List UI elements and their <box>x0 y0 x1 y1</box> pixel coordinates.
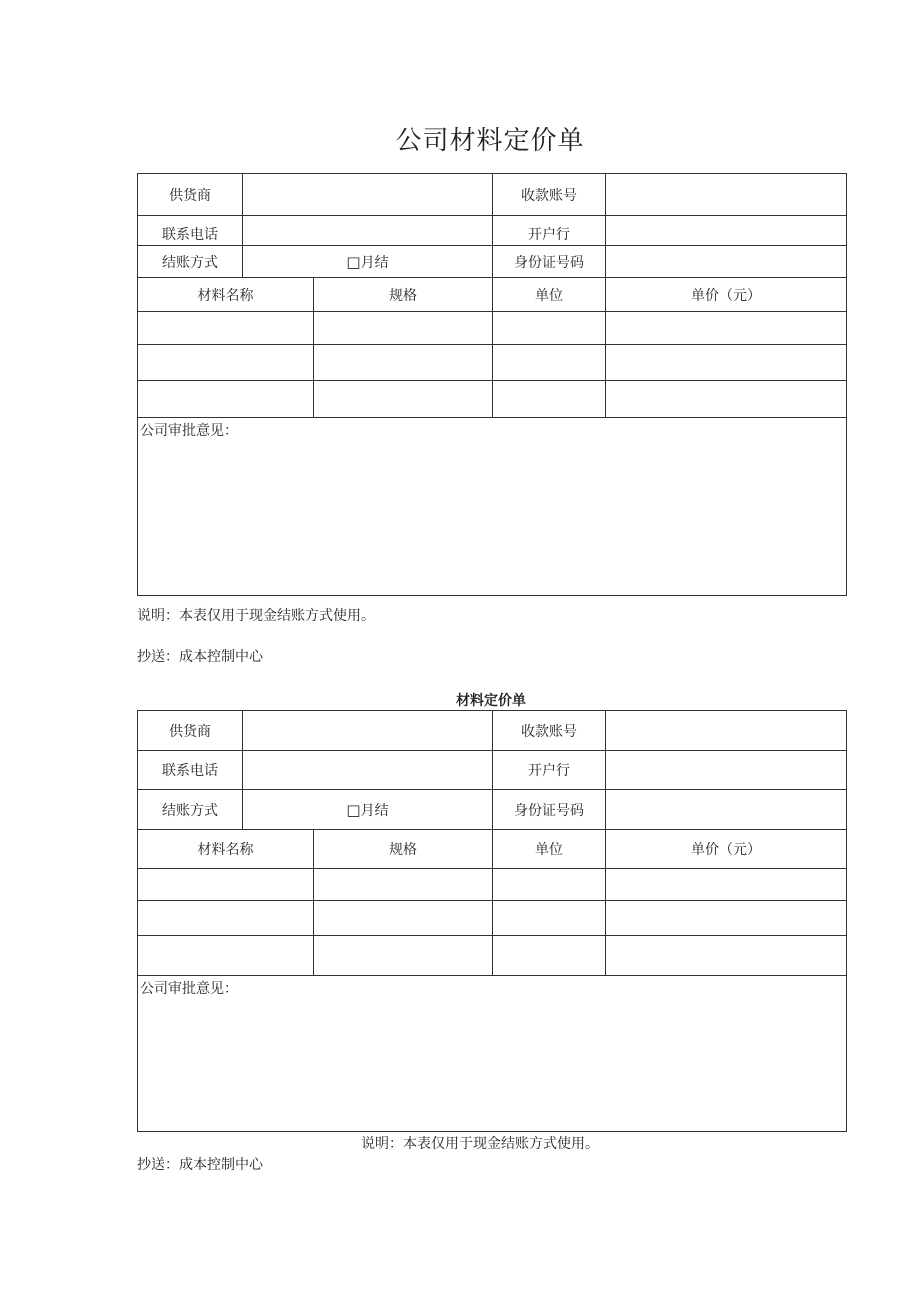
account-field[interactable] <box>606 711 847 751</box>
cell-spec[interactable] <box>314 312 493 345</box>
form1-note: 说明：本表仅用于现金结账方式使用。 <box>137 608 375 624</box>
form2-note: 说明：本表仅用于现金结账方式使用。 <box>361 1136 599 1152</box>
bank-label: 开户行 <box>493 216 606 246</box>
approval-area[interactable] <box>138 418 847 596</box>
bank-label: 开户行 <box>493 751 606 790</box>
account-label: 收款账号 <box>493 711 606 751</box>
cell-unit[interactable] <box>493 345 606 381</box>
cell-name[interactable] <box>138 936 314 976</box>
supplier-field[interactable] <box>243 174 493 216</box>
cell-spec[interactable] <box>314 381 493 418</box>
cell-unit[interactable] <box>493 381 606 418</box>
supplier-label: 供货商 <box>138 174 243 216</box>
form1-table <box>137 173 847 596</box>
cell-name[interactable] <box>138 381 314 418</box>
settle-option: 月结 <box>360 802 389 819</box>
account-field[interactable] <box>606 174 847 216</box>
cell-price[interactable] <box>606 936 847 976</box>
cell-price[interactable] <box>606 901 847 936</box>
account-label: 收款账号 <box>493 174 606 216</box>
bank-field[interactable] <box>606 216 847 246</box>
col-header-name: 材料名称 <box>138 830 314 869</box>
idcard-field[interactable] <box>606 246 847 278</box>
form2-table <box>137 710 847 1132</box>
approval-area[interactable] <box>138 976 847 1132</box>
checkbox-icon[interactable]: □ <box>346 252 361 271</box>
cell-price[interactable] <box>606 312 847 345</box>
cell-unit[interactable] <box>493 936 606 976</box>
idcard-label: 身份证号码 <box>493 246 606 278</box>
form2-title: 材料定价单 <box>456 693 526 709</box>
cell-price[interactable] <box>606 381 847 418</box>
col-header-price: 单价（元） <box>606 278 847 312</box>
col-header-spec: 规格 <box>314 830 493 869</box>
phone-label: 联系电话 <box>138 751 243 790</box>
bank-field[interactable] <box>606 751 847 790</box>
col-header-unit: 单位 <box>493 830 606 869</box>
form2-cc: 抄送：成本控制中心 <box>137 1157 263 1173</box>
cell-name[interactable] <box>138 901 314 936</box>
cell-name[interactable] <box>138 345 314 381</box>
cell-unit[interactable] <box>493 901 606 936</box>
settle-option: 月结 <box>360 254 389 271</box>
cell-unit[interactable] <box>493 312 606 345</box>
approval-label: 公司审批意见： <box>140 423 238 439</box>
phone-field[interactable] <box>243 216 493 246</box>
cell-spec[interactable] <box>314 901 493 936</box>
idcard-label: 身份证号码 <box>493 790 606 830</box>
settle-field <box>243 246 493 278</box>
settle-field <box>243 790 493 830</box>
checkbox-icon[interactable]: □ <box>346 800 361 819</box>
cell-name[interactable] <box>138 312 314 345</box>
settle-label: 结账方式 <box>138 790 243 830</box>
phone-field[interactable] <box>243 751 493 790</box>
form1-title: 公司材料定价单 <box>395 126 585 156</box>
col-header-name: 材料名称 <box>138 278 314 312</box>
cell-price[interactable] <box>606 869 847 901</box>
supplier-field[interactable] <box>243 711 493 751</box>
supplier-label: 供货商 <box>138 711 243 751</box>
cell-spec[interactable] <box>314 345 493 381</box>
col-header-price: 单价（元） <box>606 830 847 869</box>
idcard-field[interactable] <box>606 790 847 830</box>
cell-price[interactable] <box>606 345 847 381</box>
col-header-spec: 规格 <box>314 278 493 312</box>
cell-spec[interactable] <box>314 936 493 976</box>
col-header-unit: 单位 <box>493 278 606 312</box>
settle-label: 结账方式 <box>138 246 243 278</box>
cell-name[interactable] <box>138 869 314 901</box>
cell-spec[interactable] <box>314 869 493 901</box>
phone-label: 联系电话 <box>138 216 243 246</box>
cell-unit[interactable] <box>493 869 606 901</box>
approval-label: 公司审批意见： <box>140 981 238 997</box>
form1-cc: 抄送：成本控制中心 <box>137 649 263 665</box>
